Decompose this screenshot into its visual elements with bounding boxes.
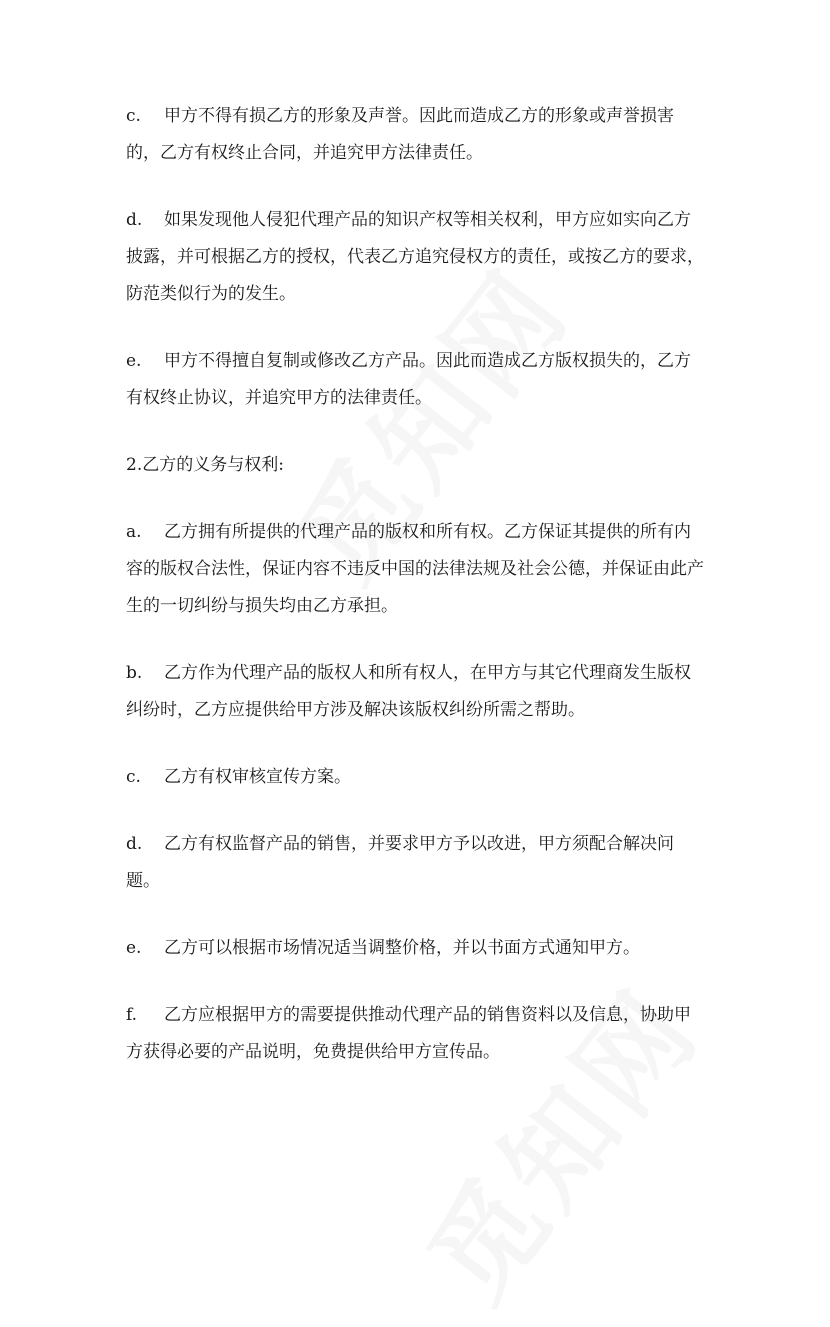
item-marker: f. (126, 1005, 138, 1025)
item-d (126, 826, 706, 900)
item-text: 乙方作为代理产品的版权人和所有权人，在甲方与其它代理商发生版权纠纷时，乙方应提供给甲方涉及解决该版权纠纷所需之帮助。 (126, 663, 691, 720)
item-marker: d. (126, 834, 143, 854)
item-text: 乙方可以根据市场情况适当调整价格，并以书面方式通知甲方。 (164, 938, 640, 958)
clause-marker: c. (126, 106, 141, 126)
clause-text: 如果发现他人侵犯代理产品的知识产权等相关权利，甲方应如实向乙方披露，并可根据乙方的授权，代表乙方追究侵权方的责任，或按乙方的要求，防范类似行为的发生。 (126, 210, 704, 304)
item-marker: e. (126, 938, 142, 958)
item-marker: b. (126, 663, 143, 683)
item-text: 乙方应根据甲方的需要提供推动代理产品的销售资料以及信息，协助甲方获得必要的产品说明，免费提供给甲方宣传品。 (126, 1005, 691, 1062)
item-text: 乙方有权审核宣传方案。 (164, 767, 351, 787)
item-b (126, 655, 706, 729)
item-text: 乙方拥有所提供的代理产品的版权和所有权。乙方保证其提供的所有内容的版权合法性，保证内容不违反中国的法律法规及社会公德，并保证由此产生的一切纠纷与损失均由乙方承担。 (126, 522, 704, 616)
clause-marker: d. (126, 210, 143, 230)
item-marker: c. (126, 767, 141, 787)
item-text: 乙方有权监督产品的销售，并要求甲方予以改进，甲方须配合解决问题。 (126, 834, 674, 891)
clause-text: 甲方不得擅自复制或修改乙方产品。因此而造成乙方版权损失的，乙方有权终止协议，并追究甲方的法律责任。 (126, 351, 691, 408)
clause-e (126, 343, 706, 417)
clause-c (126, 98, 706, 172)
item-e (126, 930, 706, 967)
document-body (126, 98, 706, 1101)
item-marker: a. (126, 522, 142, 542)
clause-marker: e. (126, 351, 142, 371)
item-f (126, 997, 706, 1071)
item-a (126, 514, 706, 625)
section-heading: 2.乙方的义务与权利: (126, 455, 284, 475)
item-c (126, 759, 706, 796)
clause-d (126, 202, 706, 313)
clause-text: 甲方不得有损乙方的形象及声誉。因此而造成乙方的形象或声誉损害的，乙方有权终止合同，并追究甲方法律责任。 (126, 106, 674, 163)
